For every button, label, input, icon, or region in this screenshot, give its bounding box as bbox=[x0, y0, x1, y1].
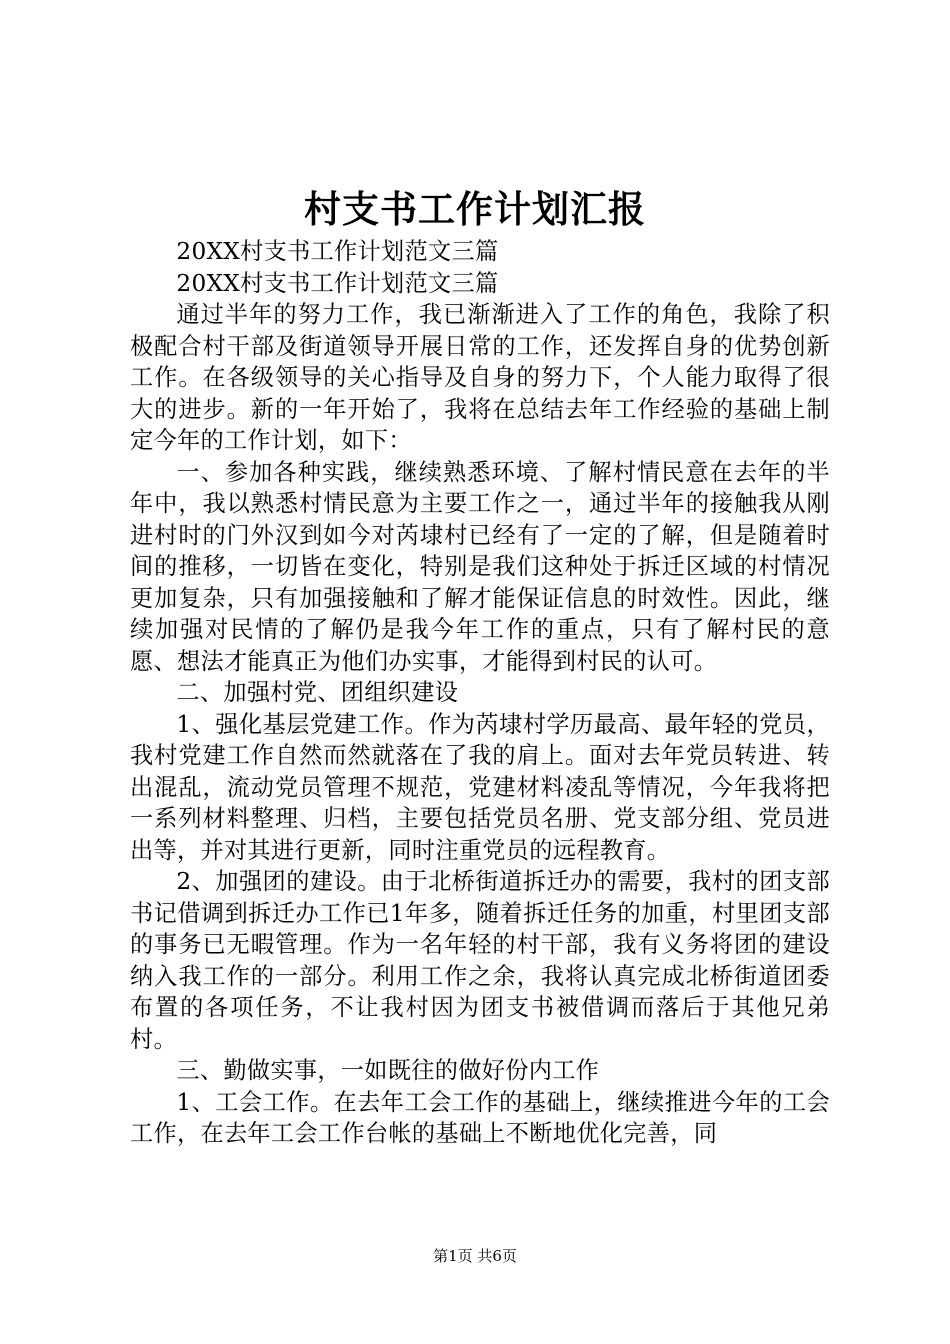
body-paragraph: 1、工会工作。在去年工会工作的基础上，继续推进今年的工会工作，在去年工会工作台帐的基础上不断地优化完善，同 bbox=[130, 1088, 830, 1147]
document-body bbox=[130, 236, 830, 1150]
document-title: 村支书工作计划汇报 bbox=[304, 187, 646, 231]
body-paragraph: 20XX村支书工作计划范文三篇 bbox=[176, 269, 499, 297]
body-paragraph: 20XX村支书工作计划范文三篇 bbox=[176, 238, 499, 265]
body-paragraph: 1、强化基层党建工作。作为芮埭村学历最高、最年轻的党员，我村党建工作自然而然就落在了我的肩上。面对去年党员转进、转出混乱，流动党员管理不规范，党建材料凌乱等情况，今年我将把一系列材料整理、归档，主要包括党员名册、党支部分组、党员进出等，并对其进行更新，同时注重党员的远程教育。 bbox=[130, 710, 830, 864]
body-paragraph: 通过半年的努力工作，我已渐渐进入了工作的角色，我除了积极配合村干部及街道领导开展日常的工作，还发挥自身的优势创新工作。在各级领导的关心指导及自身的努力下，个人能力取得了很大的进步。新的一年开始了，我将在总结去年工作经验的基础上制定今年的工作计划，如下： bbox=[130, 301, 830, 454]
section-heading: 二、加强村党、团组织建设 bbox=[176, 679, 459, 706]
section-heading: 三、勤做实事，一如既往的做好份内工作 bbox=[176, 1057, 600, 1084]
page-footer: 第1页 共6页 bbox=[433, 1247, 517, 1265]
body-paragraph: 2、加强团的建设。由于北桥街道拆迁办的需要，我村的团支部书记借调到拆迁办工作已1年多，随着拆迁任务的加重，村里团支部的事务已无暇管理。作为一名年轻的村干部，我有义务将团的建设纳入我工作的一部分。利用工作之余，我将认真完成北桥街道团委布置的各项任务，不让我村因为团支书被借调而落后于其他兄弟村。 bbox=[130, 868, 830, 1053]
body-paragraph: 一、参加各种实践，继续熟悉环境、了解村情民意在去年的半年中，我以熟悉村情民意为主要工作之一，通过半年的接触我从刚进村时的门外汉到如今对芮埭村已经有了一定的了解，但是随着时间的推移，一切皆在变化，特别是我们这种处于拆迁区域的村情况更加复杂，只有加强接触和了解才能保证信息的时效性。因此，继续加强对民情的了解仍是我今年工作的重点，只有了解村民的意愿、想法才能真正为他们办实事，才能得到村民的认可。 bbox=[130, 458, 830, 675]
